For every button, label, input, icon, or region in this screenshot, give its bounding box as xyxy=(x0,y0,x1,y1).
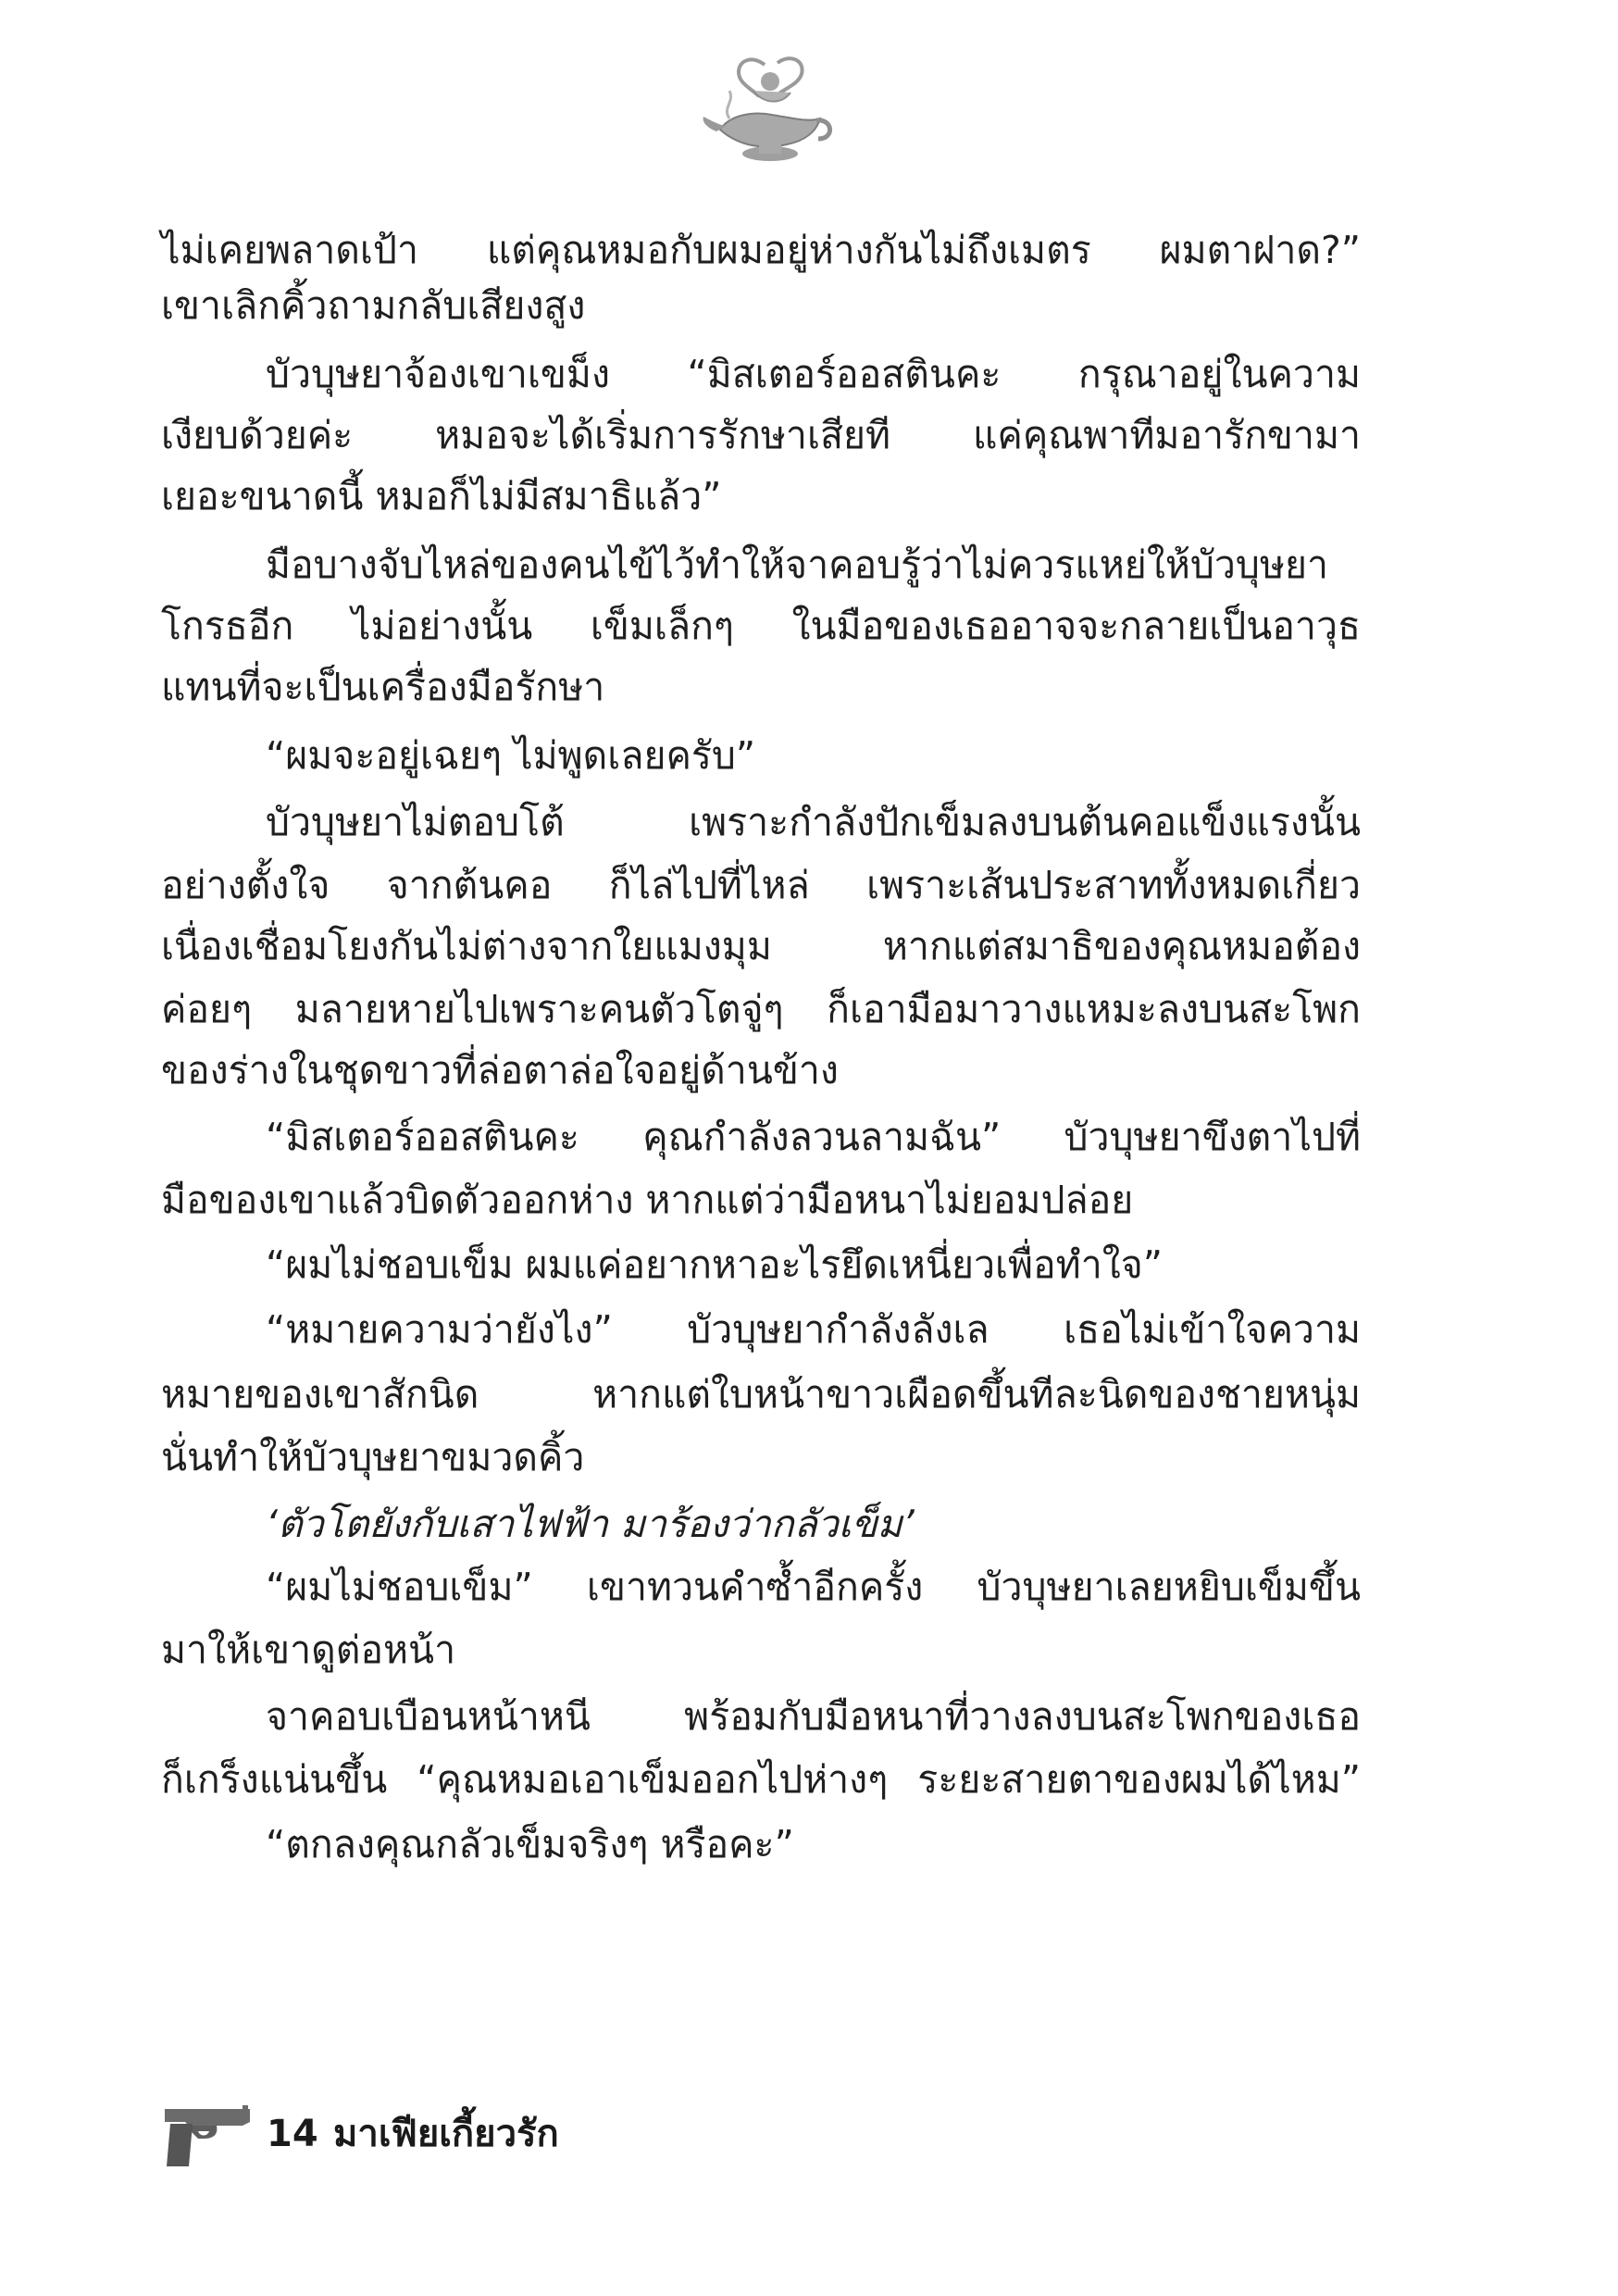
paragraph-line: “ตกลงคุณกลัวเข็มจริงๆ หรือคะ” xyxy=(266,1822,794,1866)
pistol-icon xyxy=(161,2103,254,2170)
paragraph-line: “ผมไม่ชอบเข็ม ผมแค่อยากหาอะไรยึดเหนี่ยวเพื่อทำใจ” xyxy=(266,1242,1164,1287)
paragraph-line: มือของเขาแล้วบิดตัวออกห่าง หากแต่ว่ามือหนาไม่ยอมปล่อย xyxy=(161,1178,1134,1222)
paragraph-line: “ผมไม่ชอบเข็ม” เขาทวนคำซ้ำอีกครั้ง บัวบุษยาเลยหยิบเข็มขึ้น xyxy=(266,1565,1361,1609)
page-number: 14 xyxy=(267,2113,318,2155)
paragraph-line: บัวบุษยาจ้องเขาเขม็ง “มิสเตอร์ออสตินคะ กรุณาอยู่ในความ xyxy=(266,352,1361,396)
book-title: มาเฟียเกี้ยวรัก xyxy=(333,2113,559,2155)
paragraph-line: โกรธอีก ไม่อย่างนั้น เข็มเล็กๆ ในมือของเธออาจจะกลายเป็นอาวุธ xyxy=(161,604,1361,648)
body-text xyxy=(161,222,1361,1981)
paragraph-line: เนื่องเชื่อมโยงกันไม่ต่างจากใยแมงมุม หากแต่สมาธิของคุณหมอต้อง xyxy=(161,924,1361,968)
paragraph-line: ค่อยๆ มลายหายไปเพราะคนตัวโตจู่ๆ ก็เอามือมาวางแหมะลงบนสะโพก xyxy=(161,987,1361,1031)
paragraph-line: นั่นทำให้บัวบุษยาขมวดคิ้ว xyxy=(161,1435,585,1479)
paragraph-line: จาคอบเบือนหน้าหนี พร้อมกับมือหนาที่วางลงบนสะโพกของเธอ xyxy=(266,1694,1361,1739)
paragraph-line: “หมายความว่ายังไง” บัวบุษยากำลังลังเล เธอไม่เข้าใจความ xyxy=(266,1307,1361,1352)
paragraph-line: เยอะขนาดนี้ หมอก็ไม่มีสมาธิแล้ว” xyxy=(161,474,722,518)
paragraph-line: มือบางจับไหล่ของคนไข้ไว้ทำให้จาคอบรู้ว่าไม่ควรแหย่ให้บัวบุษยา xyxy=(266,543,1329,587)
paragraph-line: “ผมจะอยู่เฉยๆ ไม่พูดเลยครับ” xyxy=(266,733,756,778)
paragraph-line: ก็เกร็งแน่นขึ้น “คุณหมอเอาเข็มออกไปห่างๆ ระยะสายตาของผมได้ไหม” xyxy=(161,1757,1361,1802)
paragraph-line: ‘ตัวโตยังกับเสาไฟฟ้า มาร้องว่ากลัวเข็ม’ xyxy=(266,1502,915,1546)
paragraph-line: ไม่เคยพลาดเป้า แต่คุณหมอกับผมอยู่ห่างกันไม่ถึงเมตร ผมตาฝาด?” xyxy=(161,228,1361,272)
paragraph-line: ของร่างในชุดขาวที่ล่อตาล่อใจอยู่ด้านข้าง xyxy=(161,1048,839,1092)
paragraph-line: อย่างตั้งใจ จากต้นคอ ก็ไล่ไปที่ไหล่ เพราะเส้นประสาททั้งหมดเกี่ยว xyxy=(161,863,1361,907)
paragraph-line: แทนที่จะเป็นเครื่องมือรักษา xyxy=(161,665,605,709)
paragraph-line: บัวบุษยาไม่ตอบโต้ เพราะกำลังปักเข็มลงบนต้นคอแข็งแรงนั้น xyxy=(266,800,1361,844)
paragraph-line: หมายของเขาสักนิด หากแต่ใบหน้าขาวเผือดขึ้นทีละนิดของชายหนุ่ม xyxy=(161,1372,1361,1416)
page-footer xyxy=(161,2090,809,2174)
paragraph-line: “มิสเตอร์ออสตินคะ คุณกำลังลวนลามฉัน” บัวบุษยาขึงตาไปที่ xyxy=(266,1115,1361,1159)
genie-lamp-ornament-icon xyxy=(698,54,837,174)
paragraph-line: เขาเลิกคิ้วถามกลับเสียงสูง xyxy=(161,283,586,328)
paragraph-line: มาให้เขาดูต่อหน้า xyxy=(161,1628,456,1672)
paragraph-line: เงียบด้วยค่ะ หมอจะได้เริ่มการรักษาเสียที แค่คุณพาทีมอารักขามา xyxy=(161,413,1361,457)
